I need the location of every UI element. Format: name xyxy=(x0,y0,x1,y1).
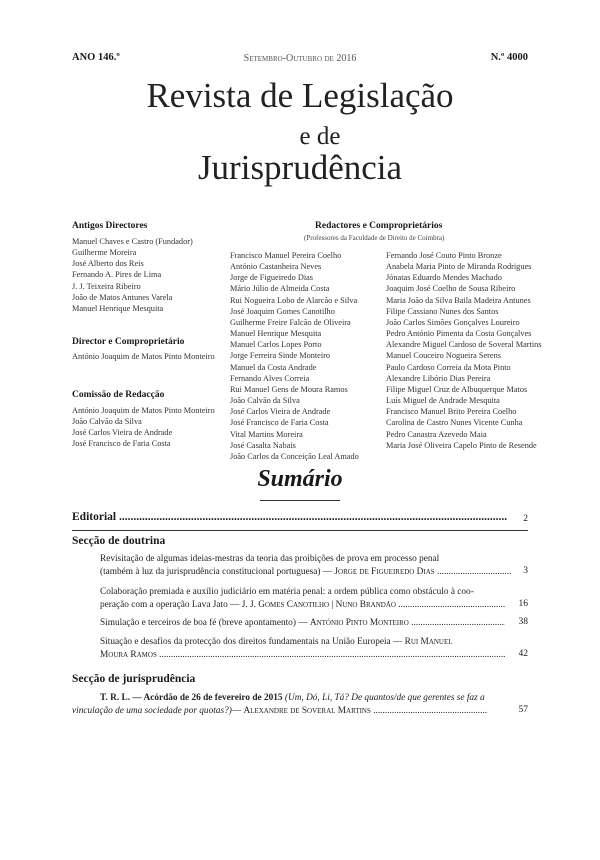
list-item: Manuel Henrique Mesquita xyxy=(230,329,322,339)
issue-date: Setembro-Outubro de 2016 xyxy=(243,53,357,64)
list-item: João Calvão da Silva xyxy=(230,396,300,406)
title-line-3: Jurisprudência xyxy=(197,148,403,187)
sumario-title: Sumário xyxy=(257,466,343,492)
list-item: Alexandre Miguel Cardoso de Soveral Martins xyxy=(386,340,542,350)
list-item: Fernando Alves Correia xyxy=(230,373,310,383)
toc-entry-page: 16 xyxy=(518,599,528,609)
list-item: Jorge de Figueiredo Dias xyxy=(230,273,314,283)
toc-entry-page: 38 xyxy=(518,617,528,627)
list-item: Maria João da Silva Baila Madeira Antunes xyxy=(386,295,531,305)
toc-entry-author: Rui Manuel xyxy=(404,637,453,647)
redactores-heading: Redactores e Comproprietários xyxy=(315,221,443,231)
list-item: João Carlos da Conceição Leal Amado xyxy=(230,451,359,461)
list-item: Francisco Manuel Pereira Coelho xyxy=(230,251,342,260)
volume-label: ANO 146.º xyxy=(72,52,120,63)
list-item: José Casalta Nabais xyxy=(230,440,296,450)
list-item: Rui Nogueira Lobo de Alarcão e Silva xyxy=(230,295,358,305)
antigos-directores-heading: Antigos Directores xyxy=(72,221,148,231)
list-item: António Joaquim de Matos Pinto Monteiro xyxy=(72,406,215,415)
list-item: José Carlos Vieira de Andrade xyxy=(72,428,173,438)
list-item: Mário Júlio de Almeida Costa xyxy=(230,284,330,294)
toc-entry-4 xyxy=(100,636,530,661)
list-item: Manuel da Costa Andrade xyxy=(230,362,317,372)
list-item: José Carlos Vieira de Andrade xyxy=(230,407,331,417)
toc-entry-line: T. R. L. — Acórdão de 26 de fevereiro de 2015 xyxy=(100,693,283,703)
section-divider xyxy=(72,530,528,531)
jurisprudencia-heading: Secção de jurisprudência xyxy=(72,673,196,685)
toc-entry-author: Jorge de Figueiredo Dias xyxy=(334,566,435,577)
list-item: Guilherme Moreira xyxy=(72,248,137,258)
list-item: Anabela Maria Pinto de Miranda Rodrigues xyxy=(386,262,532,272)
list-item: José Francisco de Faria Costa xyxy=(72,439,171,449)
toc-entry-2 xyxy=(100,586,530,611)
issue-number: N.º 4000 xyxy=(490,52,528,63)
list-item: Jónatas Eduardo Mendes Machado xyxy=(386,273,502,283)
toc-entry-page: 3 xyxy=(523,566,528,576)
toc-entry-line: (Um, Dó, Li, Tá? De quantos/de que gerentes se faz a xyxy=(284,693,485,703)
doutrina-heading: Secção de doutrina xyxy=(72,535,166,547)
toc-editorial xyxy=(72,511,507,523)
list-item: Maria José Oliveira Capelo Pinto de Resende xyxy=(386,440,537,450)
toc-entry-page: 57 xyxy=(518,705,528,715)
toc-entry-page: 42 xyxy=(518,649,528,659)
list-item: Pedro Canastra Azevedo Maia xyxy=(386,429,487,439)
list-item: Guilherme Freire Falcão de Oliveira xyxy=(230,317,351,327)
list-item: Paulo Cardoso Correia da Mota Pinto xyxy=(386,362,511,372)
toc-entry-line: vinculação de uma sociedade por quotas?) xyxy=(72,705,232,716)
list-item: Filipe Miguel Cruz de Albuquerque Matos xyxy=(386,384,528,394)
title-line-1: Revista de Legislação xyxy=(146,76,454,115)
list-item: António Castanheira Neves xyxy=(230,262,322,272)
comissao-heading: Comissão de Redacção xyxy=(72,390,165,400)
toc-entry-line: Situação e desafios da protecção dos direitos fundamentais na União Europeia — xyxy=(100,637,403,647)
list-item: João Carlos Simões Gonçalves Loureiro xyxy=(386,317,520,327)
redactores-col-2 xyxy=(386,250,542,451)
director-heading: Director e Comproprietário xyxy=(72,337,185,347)
redactores-col-1 xyxy=(230,250,359,462)
list-item: Carolina de Castro Nunes Vicente Cunha xyxy=(386,418,523,428)
title-line-2: e de xyxy=(299,123,341,150)
list-item: Fernando José Couto Pinto Bronze xyxy=(386,251,502,260)
list-item: Alexandre Libório Dias Pereira xyxy=(386,373,491,383)
toc-entry-author: Moura Ramos xyxy=(100,649,157,660)
list-item: Jorge Ferreira Sinde Monteiro xyxy=(230,351,331,361)
list-item: Manuel Henrique Mesquita xyxy=(72,303,164,313)
list-item: Francisco Manuel Brito Pereira Coelho xyxy=(386,407,517,417)
sumario-underline xyxy=(260,500,340,501)
redactores-subheading: (Professores da Faculdade de Direito de Coimbra) xyxy=(304,234,445,242)
toc-entry-5: T. R. L. — Acórdão de 26 de fevereiro de 2015 (Um, Dó, Li, Tá? De quantos/de que gerentes se faz a vinculação de uma sociedade por quotas?)— Alexandre de Soveral Martins ..... xyxy=(100,692,530,717)
list-item: José Francisco de Faria Costa xyxy=(230,418,329,428)
toc-entry-1 xyxy=(100,553,530,578)
toc-editorial-page: 2 xyxy=(523,514,528,524)
list-item: Luís Miguel de Andrade Mesquita xyxy=(386,396,500,406)
list-item: J. J. Teixeira Ribeiro xyxy=(72,281,141,291)
antigos-directores-list xyxy=(72,236,193,314)
toc-entry-3 xyxy=(100,617,520,630)
comissao-list xyxy=(72,405,215,450)
toc-editorial-label: Editorial xyxy=(72,511,117,523)
toc-entry-author: J. J. Gomes Canotilho | Nuno Brandão xyxy=(241,599,396,610)
list-item: Fernando A. Pires de Lima xyxy=(72,270,162,280)
list-item: Rui Manuel Gens de Moura Ramos xyxy=(230,384,348,394)
list-item: Filipe Cassiano Nunes dos Santos xyxy=(386,306,499,316)
list-item: Vital Martins Moreira xyxy=(230,429,303,439)
toc-entry-line: peração com a operação Lava Jato — xyxy=(100,599,240,610)
list-item: Manuel Chaves e Castro (Fundador) xyxy=(72,237,193,246)
director-name: António Joaquim de Matos Pinto Monteiro xyxy=(72,352,215,361)
list-item: José Joaquim Gomes Canotilho xyxy=(230,306,335,316)
toc-entry-line: Colaboração premiada e auxílio judiciário em matéria penal: a ordem pública como obstáculo à coo- xyxy=(100,587,474,597)
toc-entry-line: (também à luz da jurisprudência constitucional portuguesa) — xyxy=(100,566,333,577)
list-item: José Alberto dos Reis xyxy=(72,259,144,269)
toc-entry-line: Revisitação de algumas ideias-mestras da teoria das proibições de prova em processo penal xyxy=(100,554,440,564)
toc-entry-line: Simulação e terceiros de boa fé (breve apontamento) — xyxy=(100,618,308,628)
list-item: Manuel Couceiro Nogueira Serens xyxy=(386,351,501,361)
toc-entry-author: Alexandre de Soveral Martins xyxy=(243,705,371,716)
list-item: Manuel Carlos Lopes Porto xyxy=(230,340,322,350)
list-item: Pedro António Pimenta da Costa Gonçalves xyxy=(386,329,532,339)
toc-entry-author: António Pinto Monteiro xyxy=(309,618,409,628)
list-item: Joaquim José Coelho de Sousa Ribeiro xyxy=(386,284,516,294)
list-item: João Calvão da Silva xyxy=(72,417,142,427)
list-item: João de Matos Antunes Varela xyxy=(72,292,173,302)
